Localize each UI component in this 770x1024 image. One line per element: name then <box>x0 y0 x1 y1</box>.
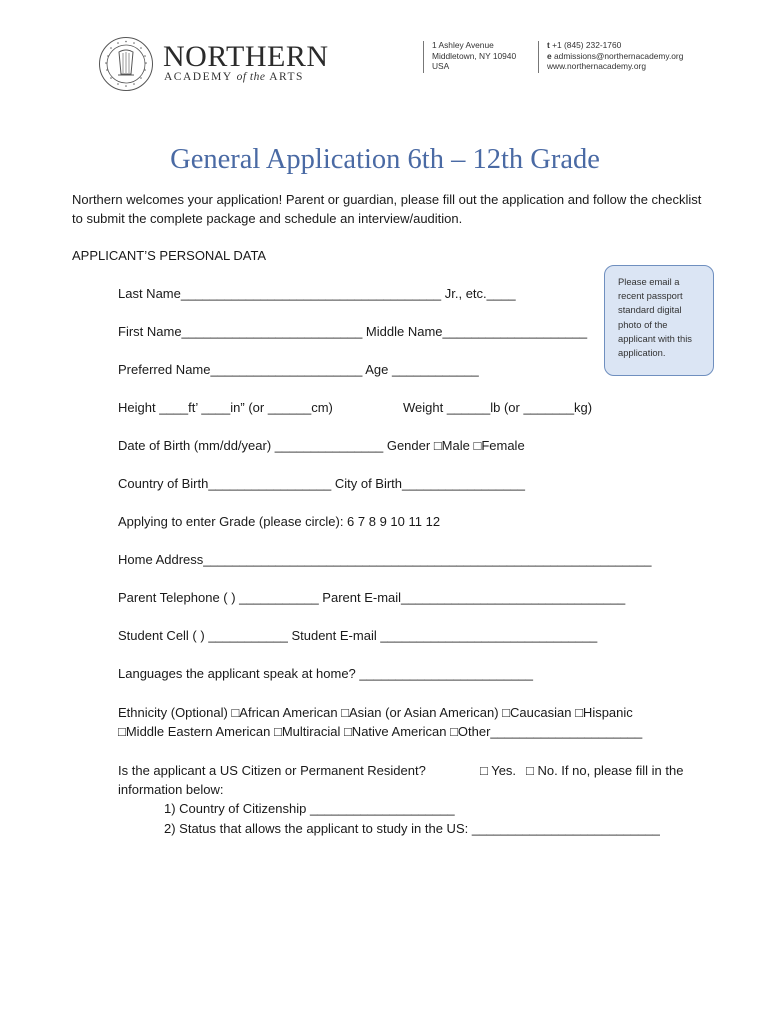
citizen-yes-checkbox[interactable]: □ Yes. <box>480 763 517 778</box>
grade-selection[interactable]: Applying to enter Grade (please circle): 6 7 8 9 10 11 12 <box>118 514 441 529</box>
contact-phone: t +1 (845) 232-1760 <box>547 40 622 50</box>
weight-field[interactable]: Weight ______lb (or _______kg) <box>403 400 593 415</box>
address-line-1: 1 Ashley Avenue <box>432 40 494 50</box>
intro-paragraph: Northern welcomes your application! Parent or guardian, please fill out the application and follow the checklist to submit the complete package and schedule an interview/audition. <box>72 192 702 226</box>
address-line-3: USA <box>432 61 450 72</box>
dob-label[interactable]: Date of Birth (mm/dd/year) _______________ Gender <box>118 438 434 453</box>
first-middle-name-field[interactable]: First Name_________________________ Middle Name____________________ <box>118 324 588 339</box>
address-line-2: Middletown, NY 10940 <box>432 50 517 61</box>
brand-subtitle: ACADEMY of the ARTS <box>164 71 304 83</box>
citizen-question: Is the applicant a US Citizen or Permanent Resident? <box>118 763 426 778</box>
country-city-birth-field[interactable]: Country of Birth_________________ City of Birth_________________ <box>118 476 525 491</box>
country-of-citizenship-field[interactable]: 1) Country of Citizenship ____________________ <box>164 801 455 816</box>
brand-name: NORTHERN <box>163 40 329 73</box>
contact-divider <box>538 41 539 73</box>
academy-seal-logo <box>98 36 154 92</box>
gender-female-checkbox[interactable]: □Female <box>473 438 525 453</box>
section-heading: APPLICANT’S PERSONAL DATA <box>72 248 267 263</box>
study-status-field[interactable]: 2) Status that allows the applicant to study in the US: __________________________ <box>164 821 660 836</box>
address-block <box>432 40 516 72</box>
ethnicity-options-line-1[interactable]: Ethnicity (Optional) □African American □Asian (or Asian American) □Caucasian □Hispanic <box>118 705 633 720</box>
student-contact-field[interactable]: Student Cell ( ) ___________ Student E-mail ______________________________ <box>118 628 598 643</box>
citizen-no-checkbox[interactable]: □ No. If no, please fill in the <box>526 763 684 778</box>
home-address-field[interactable]: Home Address______________________________________________________________ <box>118 552 652 567</box>
preferred-name-age-field[interactable]: Preferred Name_____________________ Age ____________ <box>118 362 479 377</box>
address-divider <box>423 41 424 73</box>
contact-website[interactable]: www.northernacademy.org <box>547 61 646 72</box>
ethnicity-options-line-2[interactable]: □Middle Eastern American □Multiracial □Native American □Other_____________________ <box>118 724 643 739</box>
citizen-question-continued: information below: <box>118 782 224 797</box>
page-title: General Application 6th – 12th Grade <box>170 144 600 175</box>
languages-field[interactable]: Languages the applicant speak at home? ________________________ <box>118 666 533 681</box>
last-name-field[interactable]: Last Name____________________________________ Jr., etc.____ <box>118 286 516 301</box>
gender-male-checkbox[interactable]: □Male <box>433 438 474 453</box>
height-field[interactable]: Height ____ft’ ____in” (or ______cm) <box>118 400 333 415</box>
contact-email[interactable]: e admissions@northernacademy.org <box>547 50 684 61</box>
parent-contact-field[interactable]: Parent Telephone ( ) ___________ Parent E-mail_______________________________ <box>118 590 626 605</box>
contact-block <box>547 40 683 72</box>
photo-note-callout: Please email a recent passport standard digital photo of the applicant with this application. <box>604 265 714 376</box>
dob-gender-field <box>118 438 525 453</box>
